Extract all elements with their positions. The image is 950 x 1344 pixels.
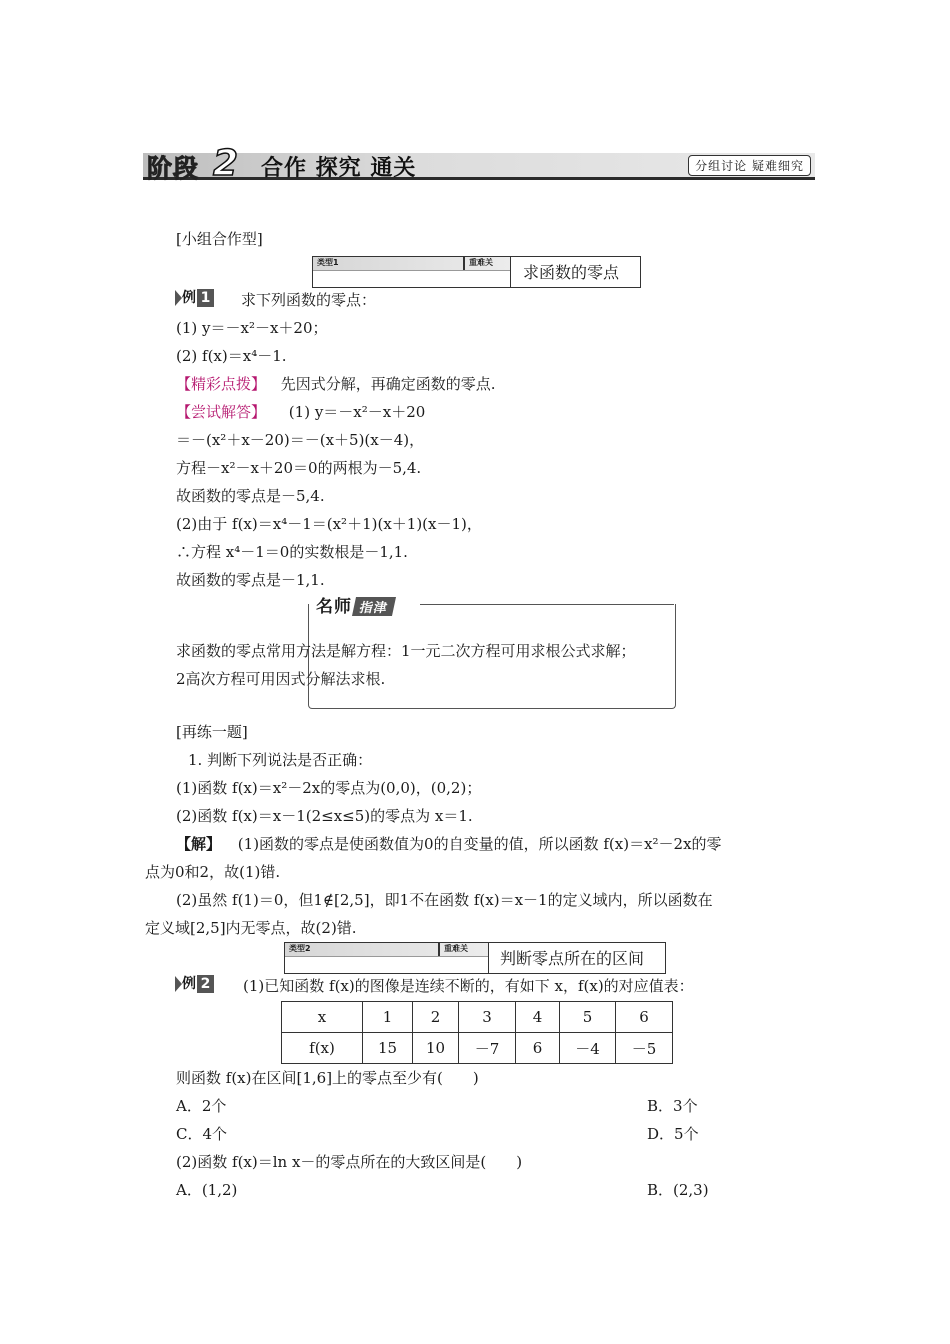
table-cell: f(x)	[282, 1033, 363, 1064]
table-cell: 5	[560, 1002, 616, 1033]
table-cell: x	[282, 1002, 363, 1033]
practice-label: [再练一题]	[176, 723, 248, 741]
teacher-pill: 指津	[352, 597, 396, 616]
solution-1a-text: (1)函数的零点是使函数值为0的自变量的值，所以函数 f(x)＝x²－2x的零	[237, 835, 722, 853]
type1-focus: 重难关	[469, 258, 493, 267]
example1-prompt: 求下列函数的零点：	[241, 291, 377, 309]
type1-title: 求函数的零点	[523, 263, 620, 282]
table-cell: －5	[616, 1033, 673, 1064]
type2-label: 类型2	[289, 944, 311, 953]
table-cell: －7	[459, 1033, 516, 1064]
type1-divider	[510, 257, 511, 287]
type2-title: 判断零点所在的区间	[500, 949, 645, 968]
example2-prompt: (1)已知函数 f(x)的图像是连续不断的，有如下 x，f(x)的对应值表：	[243, 977, 694, 995]
example2-badge	[175, 973, 214, 993]
q2-option-b: B．(2,3)	[647, 1181, 709, 1199]
type2-separator	[438, 943, 440, 956]
teacher-head-text: 名师	[316, 597, 352, 617]
banner-tag: 分组讨论 疑难细究	[688, 155, 811, 176]
type1-separator	[463, 257, 465, 270]
example1-answer-head	[176, 401, 425, 422]
example2-badge-label: 例	[182, 976, 196, 992]
teacher-heading	[316, 592, 394, 617]
practice-solution-1a	[176, 833, 722, 854]
practice-solution-2b: 定义域[2,5]内无零点，故(2)错.	[145, 919, 357, 937]
example-arrow-icon	[175, 976, 182, 992]
answer-line-3: 故函数的零点是－5,4.	[176, 487, 325, 505]
q1-option-b: B．3个	[647, 1097, 698, 1115]
example2-number: 2	[197, 975, 214, 993]
practice-solution-2a: (2)虽然 f(1)＝0，但1∉[2,5]，即1不在函数 f(x)＝x－1的定义域内，所以函数在	[176, 891, 713, 909]
teacher-frame-top	[420, 604, 674, 605]
table-cell: －4	[560, 1033, 616, 1064]
type2-focus: 重难关	[444, 944, 468, 953]
banner-stage: 阶段	[147, 154, 200, 183]
table-cell: 6	[516, 1033, 560, 1064]
stage-banner	[143, 143, 815, 184]
table-row-x	[282, 1002, 673, 1033]
table-row-fx	[282, 1033, 673, 1064]
answer-line-1: ＝－(x²＋x－20)＝－(x＋5)(x－4)，	[176, 431, 425, 449]
banner-underline	[143, 177, 815, 180]
table-cell: 3	[459, 1002, 516, 1033]
teacher-line2: 2高次方程可用因式分解法求根.	[176, 670, 386, 688]
table-cell: 2	[413, 1002, 459, 1033]
answer-line-4: (2)由于 f(x)＝x⁴－1＝(x²＋1)(x＋1)(x－1)，	[176, 515, 482, 533]
table-cell: 10	[413, 1033, 459, 1064]
table-cell: 1	[363, 1002, 413, 1033]
value-table	[281, 1001, 673, 1064]
practice-solution-1b: 点为0和2，故(1)错.	[145, 863, 281, 881]
practice-question: 1. 判断下列说法是否正确：	[188, 751, 373, 769]
table-cell: 6	[616, 1002, 673, 1033]
example-arrow-icon	[175, 290, 182, 306]
type2-box	[284, 942, 666, 974]
example2-q2: (2)函数 f(x)＝ln x－的零点所在的大致区间是( )	[176, 1153, 523, 1171]
q1-option-d: D．5个	[647, 1125, 699, 1143]
answer-label: 【尝试解答】	[176, 403, 267, 421]
practice-statement-1: (1)函数 f(x)＝x²－2x的零点为(0,0)，(0,2)；	[176, 779, 482, 797]
example1-badge-label: 例	[182, 290, 196, 306]
teacher-line1: 求函数的零点常用方法是解方程：1一元二次方程可用求根公式求解；	[176, 642, 636, 660]
q1-option-c: C．4个	[176, 1125, 228, 1143]
section-label: [小组合作型]	[176, 230, 263, 248]
tip-label: 【精彩点拨】	[176, 375, 267, 393]
type1-box	[312, 256, 641, 288]
example1-badge	[175, 287, 214, 307]
answer-line-0: (1) y＝－x²－x＋20	[288, 403, 426, 421]
solution-label: 【解】	[176, 835, 222, 853]
q2-option-a: A．(1,2)	[176, 1181, 238, 1199]
banner-title: 合作 探究 通关	[261, 156, 417, 181]
table-cell: 4	[516, 1002, 560, 1033]
answer-line-5: ∴方程 x⁴－1＝0的实数根是－1,1.	[176, 543, 408, 561]
example2-q1: 则函数 f(x)在区间[1,6]上的零点至少有( )	[176, 1069, 479, 1087]
example1-q1: (1) y＝－x²－x＋20；	[176, 319, 328, 337]
example1-number: 1	[197, 289, 214, 307]
tip-text: 先因式分解，再确定函数的零点.	[280, 375, 496, 393]
type1-label: 类型1	[317, 258, 339, 267]
q1-option-a: A．2个	[176, 1097, 227, 1115]
practice-statement-2: (2)函数 f(x)＝x－1(2≤x≤5)的零点为 x＝1.	[176, 807, 473, 825]
type2-divider	[488, 943, 489, 973]
example1-tip	[176, 373, 496, 394]
answer-line-6: 故函数的零点是－1,1.	[176, 571, 325, 589]
banner-number: 2	[213, 143, 239, 184]
table-cell: 15	[363, 1033, 413, 1064]
answer-line-2: 方程－x²－x＋20＝0的两根为－5,4.	[176, 459, 422, 477]
example1-q2: (2) f(x)＝x⁴－1.	[176, 347, 287, 365]
